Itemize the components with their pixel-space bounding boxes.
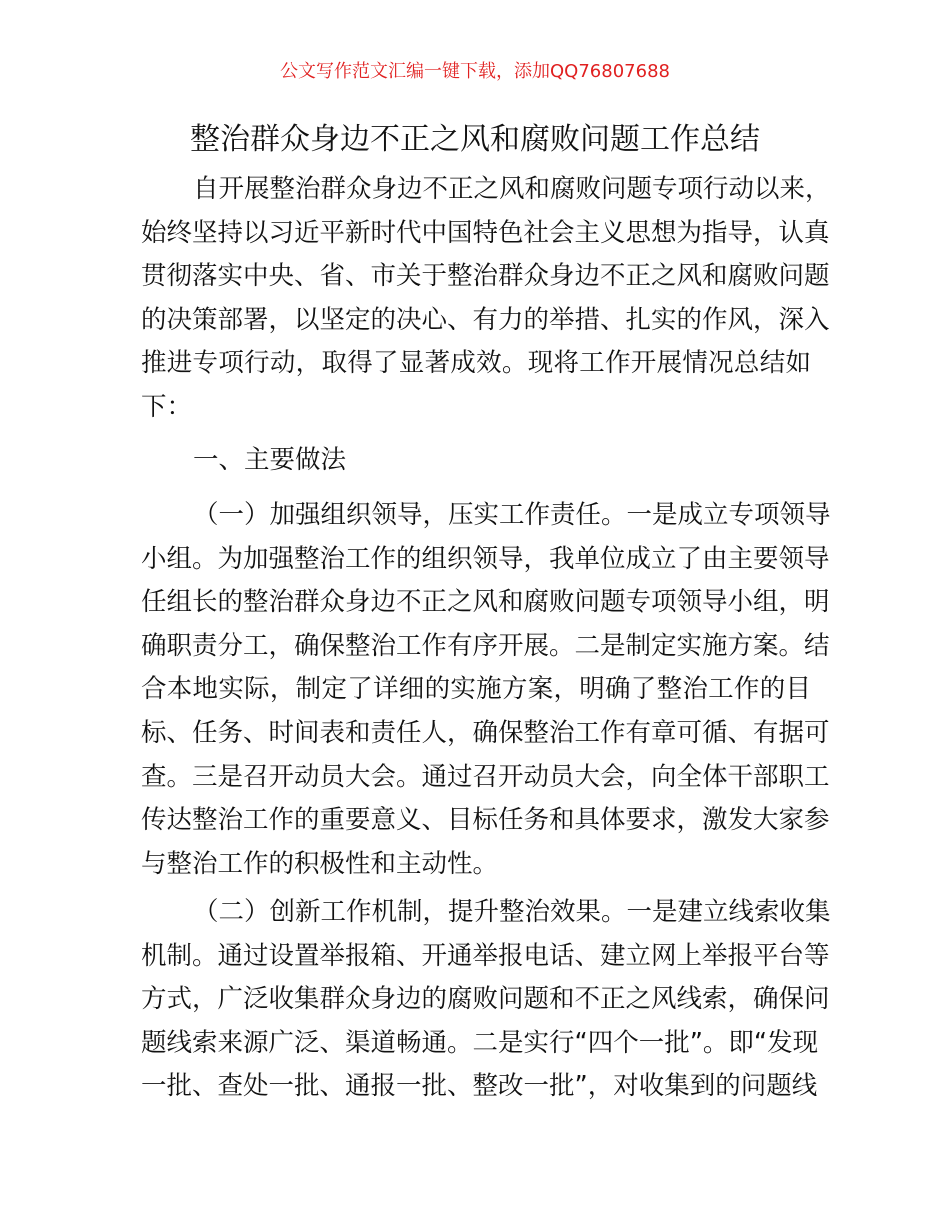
text-line: （一）加强组织领导，压实工作责任。一是成立专项领导 xyxy=(193,500,831,530)
text-line: 机制。通过设置举报箱、开通举报电话、建立网上举报平台等 xyxy=(141,940,830,971)
text-line: 合本地实际，制定了详细的实施方案，明确了整治工作的目 xyxy=(141,674,811,705)
text-line: 推进专项行动，取得了显著成效。现将工作开展情况总结如 xyxy=(141,348,811,379)
text-line: 的决策部署，以坚定的决心、有力的举措、扎实的作风，深入 xyxy=(141,304,830,335)
text-line: 下： xyxy=(141,391,193,422)
text-line: 自开展整治群众身边不正之风和腐败问题专项行动以来， xyxy=(193,174,831,204)
text-line: 任组长的整治群众身边不正之风和腐败问题专项领导小组，明 xyxy=(141,587,830,618)
text-line: 题线索来源广泛、渠道畅通。二是实行“四个一批”。即“发现 xyxy=(141,1027,819,1058)
text-line: 与整治工作的积极性和主动性。 xyxy=(141,848,499,879)
text-line: 查。三是召开动员大会。通过召开动员大会，向全体干部职工 xyxy=(141,761,830,792)
text-line: 始终坚持以习近平新时代中国特色社会主义思想为指导，认真 xyxy=(141,217,830,248)
text-line: 标、任务、时间表和责任人，确保整治工作有章可循、有据可 xyxy=(141,717,830,748)
text-line: 一批、查处一批、通报一批、整改一批”，对收集到的问题线 xyxy=(141,1071,818,1102)
text-line: 一、主要做法 xyxy=(193,445,347,475)
text-line: 方式，广泛收集群众身边的腐败问题和不正之风线索，确保问 xyxy=(141,984,830,1015)
watermark-text: 公文写作范文汇编一键下载，添加QQ76807688 xyxy=(280,61,670,82)
paragraph-section-2 xyxy=(141,891,831,1109)
text-line: 确职责分工，确保整治工作有序开展。二是制定实施方案。结 xyxy=(141,630,830,661)
text-line: （二）创新工作机制，提升整治效果。一是建立线索收集 xyxy=(193,897,831,927)
text-line: 小组。为加强整治工作的组织领导，我单位成立了由主要领导 xyxy=(141,543,830,574)
text-line: 传达整治工作的重要意义、目标任务和具体要求，激发大家参 xyxy=(141,805,830,836)
document-title: 整治群众身边不正之风和腐败问题工作总结 xyxy=(190,122,760,157)
text-line: 贯彻落实中央、省、市关于整治群众身边不正之风和腐败问题 xyxy=(141,261,830,292)
paragraph-intro xyxy=(141,168,831,430)
section-heading xyxy=(141,439,811,483)
paragraph-section-1 xyxy=(141,494,831,886)
